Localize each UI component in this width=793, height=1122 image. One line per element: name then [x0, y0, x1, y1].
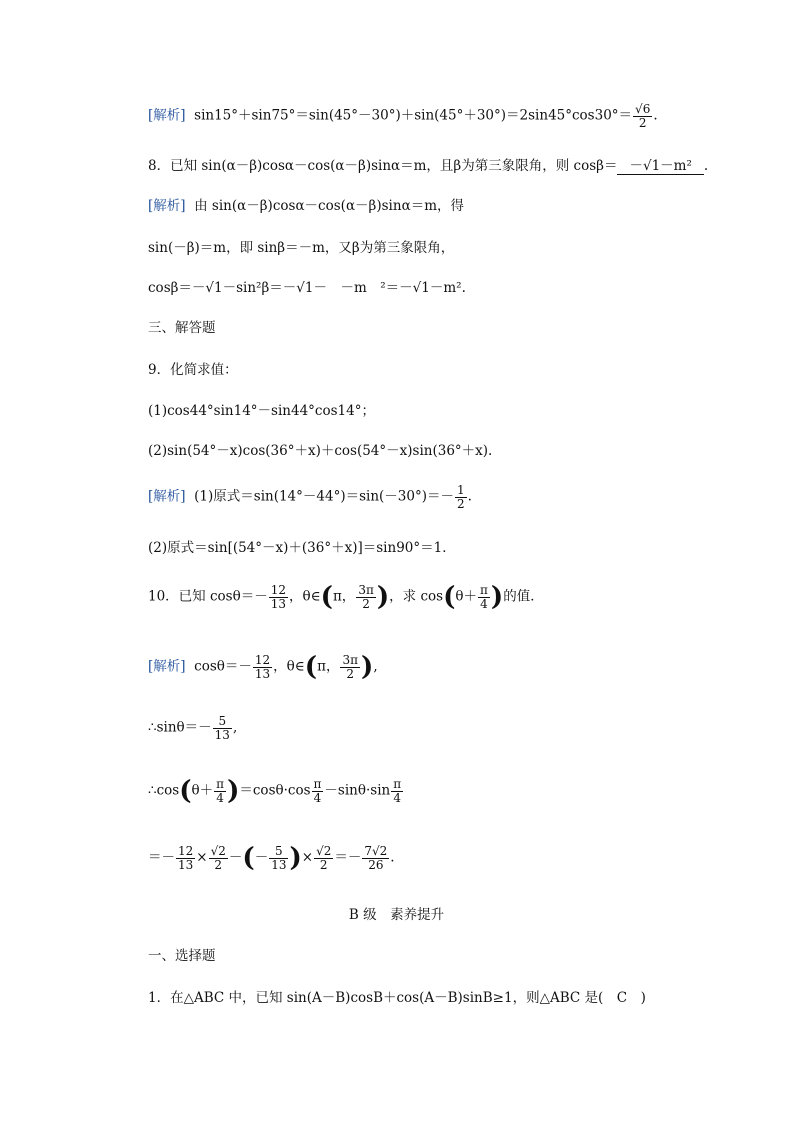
numerator: 7√2	[364, 844, 388, 858]
text: B 级 素养提升	[348, 907, 445, 923]
denominator: 2	[362, 596, 370, 611]
fraction	[362, 845, 389, 871]
numerator: √2	[210, 844, 226, 858]
denominator: 13	[271, 857, 287, 872]
text: .	[467, 488, 472, 505]
section-heading	[148, 948, 216, 964]
denominator: 2	[346, 666, 355, 681]
analysis-tag: [解析]	[148, 658, 186, 675]
numerator: π	[313, 777, 322, 791]
text: －	[254, 849, 269, 866]
numerator: π	[216, 777, 225, 791]
denominator: 13	[270, 596, 286, 611]
text: ×	[301, 849, 314, 866]
text: π，	[332, 588, 356, 605]
numerator: 12	[270, 583, 286, 597]
question-9-part-2	[148, 443, 492, 459]
fraction	[213, 715, 232, 741]
numerator: 5	[213, 715, 232, 729]
numerator: √2	[316, 844, 332, 858]
text: π，	[317, 658, 340, 675]
denominator: 2	[319, 857, 328, 872]
text: ∴cos	[148, 782, 180, 799]
numerator: 12	[254, 653, 271, 667]
fraction	[340, 654, 360, 680]
text: (1)cos44°sin14°－sin44°cos14°；	[148, 403, 375, 419]
bracket: )	[289, 843, 302, 874]
solution-10-line-1	[148, 652, 378, 683]
solution-8-line-1	[148, 198, 464, 214]
question-9-part-1	[148, 403, 375, 419]
text: cosθ＝－	[194, 658, 252, 675]
denominator: 26	[368, 857, 384, 872]
denominator: 2	[457, 496, 465, 511]
denominator: 4	[216, 790, 224, 805]
denominator: 4	[480, 596, 488, 611]
fraction	[314, 845, 333, 871]
bracket: )	[227, 776, 240, 807]
text: .	[653, 107, 658, 124]
numerator: 12	[178, 844, 194, 858]
text: ＝－	[148, 849, 175, 866]
text: (2)原式＝sin[(54°－x)＋(36°＋x)]＝sin90°＝1．	[148, 540, 456, 556]
text: .	[703, 158, 709, 174]
text: －	[228, 849, 243, 866]
fraction	[478, 584, 490, 610]
denominator: 13	[254, 666, 271, 681]
text: (2)sin(54°－x)cos(36°＋x)＋cos(54°－x)sin(36°＋x).	[148, 443, 493, 459]
text: θ＋	[191, 782, 214, 799]
numerator: 3π	[342, 653, 359, 667]
text: ,	[232, 719, 238, 736]
fraction	[633, 103, 652, 129]
fraction	[269, 845, 288, 871]
solution-10-line-3	[148, 776, 404, 807]
text: ，θ∈	[273, 658, 305, 675]
solution-10-line-2	[148, 715, 237, 741]
text: 1．在△ABC 中，已知 sin(A－B)cosB＋cos(A－B)sinB≥1，则△ABC 是( C )	[148, 990, 646, 1006]
bracket: (	[179, 776, 192, 807]
text: ,	[373, 658, 378, 675]
numerator: 5	[269, 845, 288, 859]
text: 的值．	[503, 588, 544, 605]
text: 三、解答题	[148, 320, 216, 336]
level-heading	[0, 907, 793, 923]
text: ＝－	[334, 849, 362, 866]
denominator: 4	[313, 790, 322, 805]
text: ＝cosθ·cos	[239, 782, 311, 799]
analysis-tag: [解析]	[148, 488, 186, 505]
text: sin(－β)＝m，即 sinβ＝－m，又β为第三象限角，	[148, 240, 455, 256]
answer-blank: －√1－m²	[617, 158, 703, 175]
bracket: (	[242, 843, 255, 874]
text: cosβ＝－√1－sin²β＝－√1－ －m ²＝－√1－m².	[148, 280, 466, 296]
fraction	[269, 584, 288, 610]
numerator: 3π	[358, 583, 374, 597]
numerator: π	[480, 583, 488, 597]
solution-line-1	[148, 103, 658, 129]
bracket: )	[361, 652, 374, 683]
text: 由 sin(α－β)cosα－cos(α－β)sinα＝m，得	[194, 198, 464, 214]
fraction	[253, 654, 272, 680]
bracket: (	[320, 582, 333, 613]
text: 10．已知 cosθ＝－	[148, 588, 268, 605]
fraction	[356, 584, 376, 610]
solution-9-line-1	[148, 484, 472, 510]
bracket: )	[376, 582, 390, 613]
bracket: )	[490, 582, 504, 613]
question-text: 8．已知 sin(α－β)cosα－cos(α－β)sinα＝m，且β为第三象限角，则 cosβ＝	[148, 158, 618, 174]
denominator: 13	[214, 727, 230, 742]
solution-8-line-3	[148, 280, 466, 296]
denominator: 4	[393, 790, 401, 805]
fraction	[176, 845, 195, 871]
text: ，θ∈	[289, 588, 321, 605]
question-1	[148, 990, 646, 1006]
text: ∴sinθ＝－	[148, 719, 212, 736]
numerator: √6	[635, 102, 651, 116]
text: ×	[196, 849, 208, 866]
analysis-tag: [解析]	[148, 107, 186, 124]
fraction	[214, 778, 226, 804]
text: .	[390, 849, 395, 866]
text: ，求 cos	[389, 588, 444, 605]
analysis-tag: [解析]	[148, 198, 186, 214]
text: －sinθ·sin	[324, 782, 391, 799]
fraction	[209, 845, 228, 871]
question-8	[148, 158, 708, 174]
denominator: 2	[214, 857, 223, 872]
solution-9-line-2	[148, 540, 456, 556]
question-9	[148, 362, 238, 378]
numerator: π	[393, 777, 402, 791]
text: 9．化简求值：	[148, 362, 238, 378]
fraction	[455, 484, 467, 510]
denominator: 2	[638, 115, 647, 130]
fraction	[391, 778, 403, 804]
bracket: (	[304, 652, 318, 683]
text: θ＋	[455, 588, 478, 605]
solution-10-line-4	[148, 843, 395, 874]
denominator: 13	[178, 857, 194, 872]
bracket: (	[443, 582, 456, 613]
fraction	[312, 778, 324, 804]
numerator: 1	[457, 483, 465, 497]
solution-8-line-2	[148, 240, 454, 256]
text: (1)原式＝sin(14°－44°)＝sin(－30°)＝－	[194, 488, 454, 505]
question-10	[148, 582, 544, 613]
text: 一、选择题	[148, 948, 216, 964]
section-heading	[148, 320, 216, 336]
text: sin15°＋sin75°＝sin(45°－30°)＋sin(45°＋30°)＝2sin45°cos30°＝	[194, 107, 633, 124]
